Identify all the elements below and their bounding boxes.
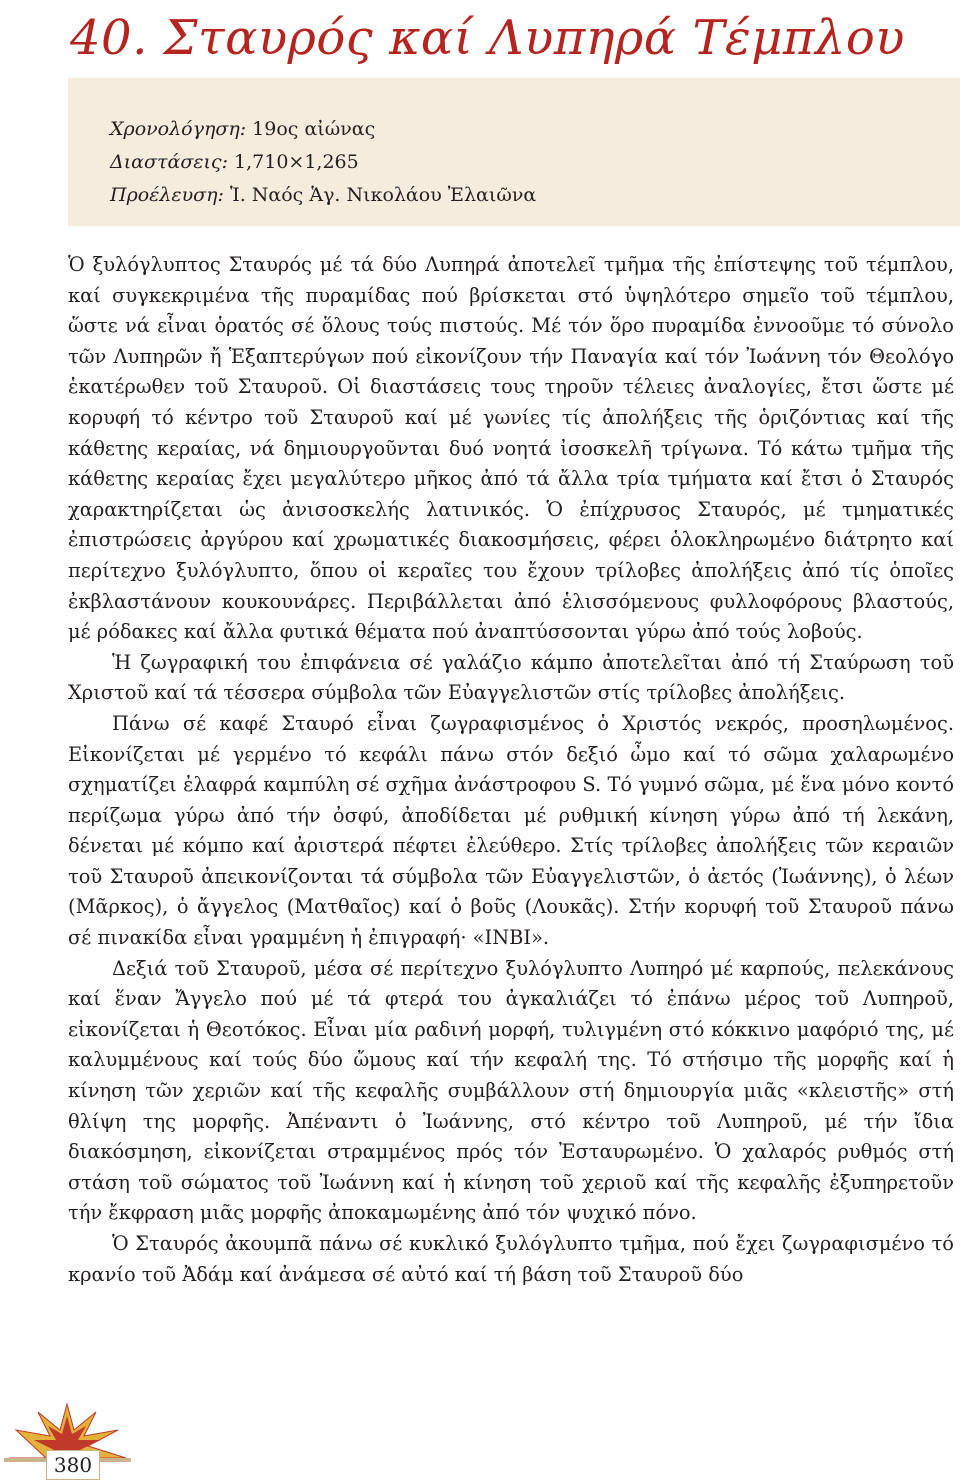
meta-dimensions-value: 1,710×1,265: [227, 151, 359, 173]
meta-dating-label: Χρονολόγηση:: [110, 118, 247, 140]
meta-dimensions: [110, 151, 359, 173]
meta-dating-value: 19ος αἰώνας: [246, 118, 376, 140]
page-number: 380: [46, 1450, 100, 1480]
body-text: [68, 250, 954, 1290]
meta-provenance: [110, 184, 536, 206]
paragraph: Ἡ ζωγραφική του ἐπιφάνεια σέ γαλάζιο κάμπο ἀποτελεῖται ἀπό τή Σταύρωση τοῦ Χριστοῦ καί τά τέσσερα σύμβολα τῶν Εὐαγγελιστῶν στίς τρίλοβες ἀπολήξεις.: [68, 650, 954, 705]
paragraph: Ὁ ξυλόγλυπτος Σταυρός μέ τά δύο Λυπηρά ἀποτελεῖ τμῆμα τῆς ἐπίστεψης τοῦ τέμπλου, καί συγκεκριμένα τῆς πυραμίδας πού βρίσκεται στό ὑψηλότερο σημεῖο τοῦ τέμπλου, ὥστε νά εἶναι ὁρατός σέ ὅλους τούς πιστούς. Μέ τόν ὅρο πυραμίδα ἐννοοῦμε τό σύνολο τῶν Λυπηρῶν ἤ Ἑξαπτερύγων πού εἰκονίζουν τήν Παναγία καί τόν Ἰωάννη τόν Θεολόγο ἑκατέρωθεν τοῦ Σταυροῦ. Οἱ διαστάσεις τους τηροῦν τέλειες ἀναλογίες, ἔτσι ὥστε μέ κορυφή τό κέντρο τοῦ Σταυροῦ καί μέ γωνίες τίς ἀπολήξεις τῆς ὁριζόντιας καί τῆς κάθετης κεραίας, νά δημιουργοῦνται δυό νοητά ἰσοσκελῆ τρίγωνα. Τό κάτω τμῆμα τῆς κάθετης κεραίας ἔχει μεγαλύτερο μῆκος ἀπό τά ἄλλα τρία τμήματα καί ἔτσι ὁ Σταυρός χαρακτηρίζεται ὡς ἀνισοσκελής λατινικός. Ὁ ἐπίχρυσος Σταυρός, μέ τμηματικές ἐπιστρώσεις ἀργύρου καί χρωματικές διακοσμήσεις, φέρει ὁλοκληρωμένο διάτρητο καί περίτεχνο ξυλόγλυπτο, ὅπου οἱ κεραῖες του ἔχουν τρίλοβες ἀπολήξεις ἀπό τίς ὁποῖες ἐκβλαστάνουν κουκουνάρες. Περιβάλλεται ἀπό ἑλισσόμενους φυλλοφόρους βλαστούς, μέ ρόδακες καί ἄλλα φυτικά θέματα πού ἀναπτύσσονται γύρω ἀπό τούς λοβούς.: [68, 253, 954, 644]
meta-provenance-label: Προέλευση:: [110, 184, 224, 206]
page-title: 40. Σταυρός καί Λυπηρά Τέμπλου: [70, 10, 905, 66]
meta-dating: [110, 118, 375, 140]
paragraph: Πάνω σέ καφέ Σταυρό εἶναι ζωγραφισμένος ὁ Χριστός νεκρός, προσηλωμένος. Εἰκονίζεται μέ γερμένο τό κεφάλι πάνω στόν δεξιό ὦμο καί τό σῶμα χαλαρωμένο σχηματίζει ἐλαφρά καμπύλη σέ σχῆμα ἀνάστροφου S. Τό γυμνό σῶμα, μέ ἕνα μόνο κοντό περίζωμα γύρω ἀπό τήν ὀσφύ, ἀποδίδεται μέ ρυθμική κίνηση γύρω ἀπό τή λεκάνη, δένεται μέ κόμπο καί ἀριστερά πέφτει ἐλεύθερο. Στίς τρίλοβες ἀπολήξεις τῶν κεραιῶν τοῦ Σταυροῦ ἀπεικονίζονται τά σύμβολα τῶν Εὐαγγελιστῶν, ὁ ἀετός (Ἰωάννης), ὁ λέων (Μᾶρκος), ὁ ἄγγελος (Ματθαῖος) καί ὁ βοῦς (Λουκᾶς). Στήν κορυφή τοῦ Σταυροῦ πάνω σέ πινακίδα εἶναι γραμμένη ἡ ἐπιγραφή· «ΙΝΒΙ».: [68, 711, 954, 950]
meta-provenance-value: Ἱ. Ναός Ἁγ. Νικολάου Ἐλαιῶνα: [223, 184, 537, 206]
title-band: [0, 0, 960, 78]
paragraph: Δεξιά τοῦ Σταυροῦ, μέσα σέ περίτεχνο ξυλόγλυπτο Λυπηρό μέ καρπούς, πελεκάνους καί ἕναν Ἄγγελο πού μέ τά φτερά του ἀγκαλιάζει τό ἐπάνω μέρος τοῦ Λυπηροῦ, εἰκονίζεται ἡ Θεοτόκος. Εἶναι μία ραδινή μορφή, τυλιγμένη στό κόκκινο μαφόριό της, μέ καλυμμένους καί τούς δύο ὤμους καί τήν κεφαλή της. Τό στήσιμο τῆς μορφῆς καί ἡ κίνηση τῶν χεριῶν καί τῆς κεφαλῆς συμβάλλουν στή δημιουργία μιᾶς «κλειστῆς» στή θλίψη της μορφῆς. Ἀπέναντι ὁ Ἰωάννης, στό κέντρο τοῦ Λυπηροῦ, μέ τήν ἴδια διακόσμηση, εἰκονίζεται στραμμένος πρός τόν Ἐσταυρωμένο. Ὁ χαλαρός ρυθμός στή στάση τοῦ σώματος τοῦ Ἰωάννη καί ἡ κίνηση τοῦ χεριοῦ καί τῆς κεφαλῆς ἐξυπηρετοῦν τήν ἔκφραση μιᾶς μορφῆς ἀποκαμωμένης ἀπό τόν ψυχικό πόνο.: [68, 956, 954, 1225]
meta-dimensions-label: Διαστάσεις:: [110, 151, 228, 173]
paragraph: Ὁ Σταυρός ἀκουμπᾶ πάνω σέ κυκλικό ξυλόγλυπτο τμῆμα, πού ἔχει ζωγραφισμένο τό κρανίο τοῦ Ἀδάμ καί ἀνάμεσα σέ αὐτό καί τή βάση τοῦ Σταυροῦ δύο: [68, 1232, 954, 1286]
